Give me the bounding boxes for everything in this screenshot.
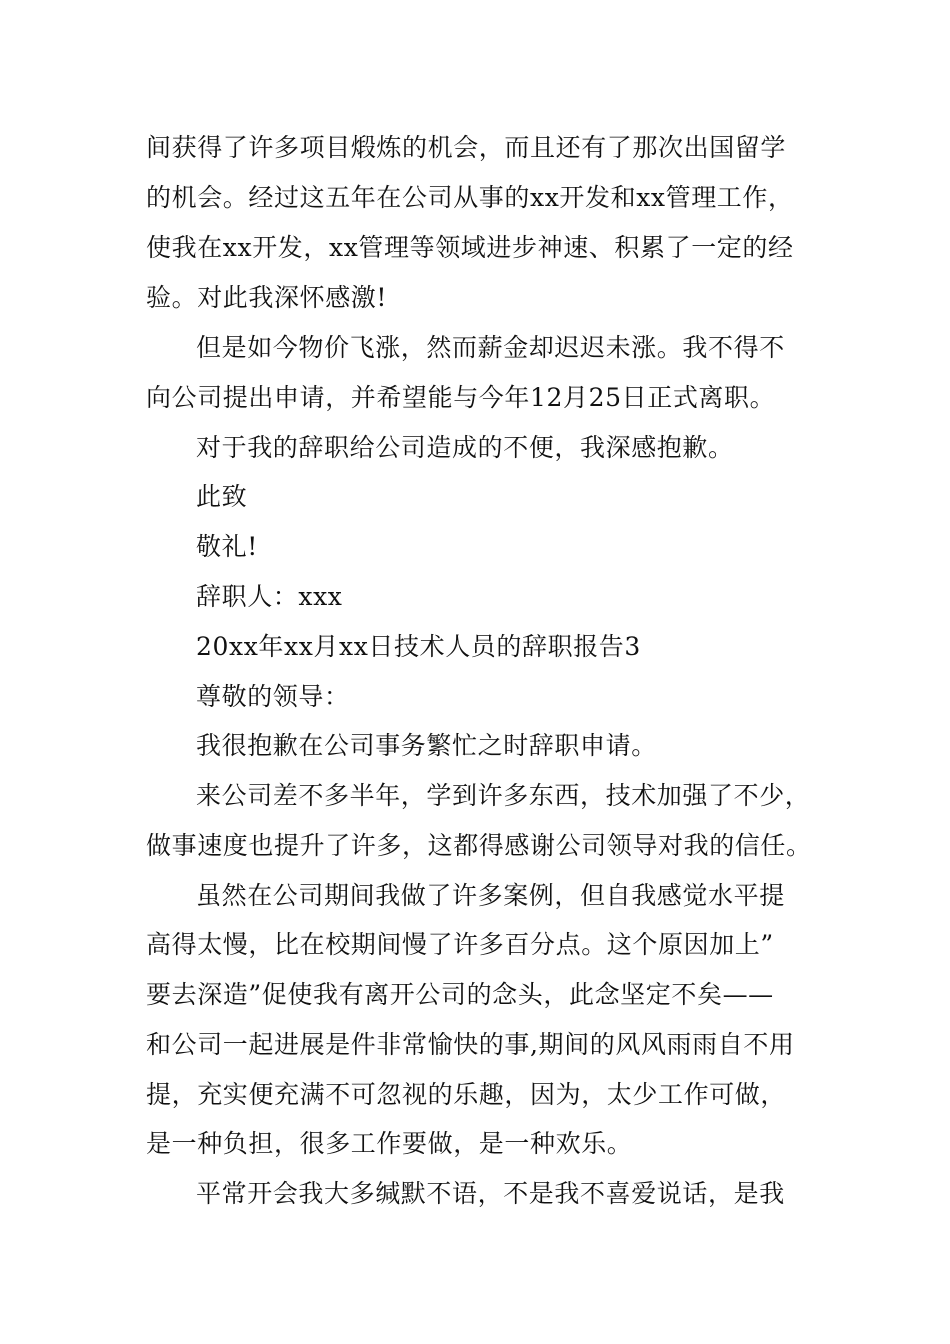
text-line: 我很抱歉在公司事务繁忙之时辞职申请。 <box>196 731 657 760</box>
text-line: 辞职人：xxx <box>196 582 343 611</box>
text-line: 提，充实便充满不可忽视的乐趣，因为，太少工作可做， <box>146 1080 787 1109</box>
text-line: 20xx年xx月xx日技术人员的辞职报告3 <box>196 632 641 661</box>
text-line: 此致 <box>196 482 248 511</box>
text-line: 敬礼! <box>196 532 258 561</box>
text-line: 但是如今物价飞涨，然而薪金却迟迟未涨。我不得不 <box>196 333 785 362</box>
text-line: 和公司一起进展是件非常愉快的事,期间的风风雨雨自不用 <box>146 1030 795 1059</box>
text-line: 尊敬的领导： <box>196 682 350 711</box>
text-line: 高得太慢，比在校期间慢了许多百分点。这个原因加上” <box>146 930 774 959</box>
text-line: 来公司差不多半年，学到许多东西，技术加强了不少， <box>196 781 811 810</box>
text-line: 验。对此我深怀感激! <box>146 283 388 312</box>
text-line: 间获得了许多项目煅炼的机会，而且还有了那次出国留学 <box>146 133 787 162</box>
text-line: 使我在xx开发，xx管理等领域进步神速、积累了一定的经 <box>146 233 794 262</box>
text-line: 向公司提出申请，并希望能与今年12月25日正式离职。 <box>146 383 776 412</box>
text-line: 平常开会我大多缄默不语，不是我不喜爱说话，是我 <box>196 1179 785 1208</box>
text-line: 是一种负担，很多工作要做，是一种欢乐。 <box>146 1129 633 1158</box>
text-line: 做事速度也提升了许多，这都得感谢公司领导对我的信任。 <box>146 831 812 860</box>
text-line: 对于我的辞职给公司造成的不便，我深感抱歉。 <box>196 433 734 462</box>
text-line: 要去深造”促使我有离开公司的念头，此念坚定不矣—— <box>146 980 774 1009</box>
text-line: 的机会。经过这五年在公司从事的xx开发和xx管理工作， <box>146 183 794 212</box>
text-line: 虽然在公司期间我做了许多案例，但自我感觉水平提 <box>196 881 785 910</box>
